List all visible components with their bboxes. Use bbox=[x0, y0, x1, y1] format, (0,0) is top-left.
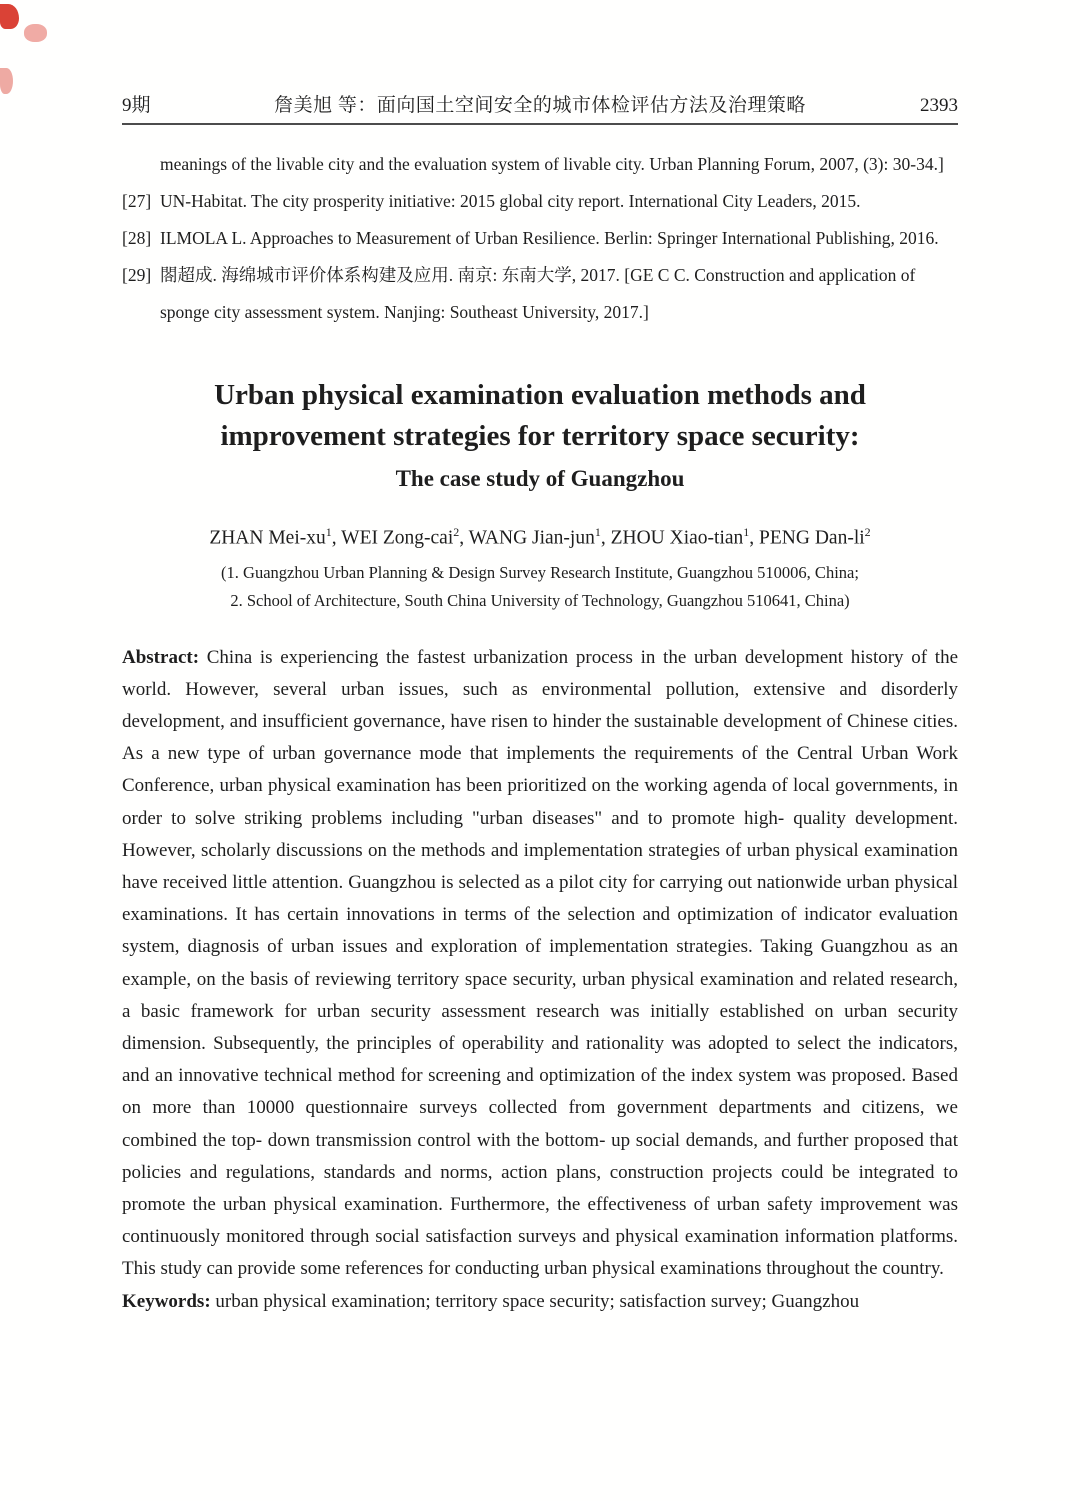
reference-continuation: meanings of the livable city and the evaluation system of livable city. Urban Planning Forum, 2007, (3): 30-34.] bbox=[160, 154, 944, 174]
author-affiliation-sup: 1 bbox=[594, 525, 601, 539]
author-affiliation-sup: 2 bbox=[864, 525, 871, 539]
author-affiliation-sup: 1 bbox=[743, 525, 750, 539]
abstract bbox=[122, 642, 958, 1286]
paper-page bbox=[122, 0, 958, 1318]
running-title: 詹美旭 等：面向国土空间安全的城市体检评估方法及治理策略 bbox=[274, 95, 806, 116]
author-affiliation-sup: 1 bbox=[325, 525, 332, 539]
reference-text: UN-Habitat. The city prosperity initiative: 2015 global city report. International City Leaders, 2015. bbox=[160, 191, 861, 211]
reference-label: [28] bbox=[122, 228, 152, 248]
keywords bbox=[122, 1286, 958, 1318]
red-scan-mark bbox=[0, 4, 19, 29]
reference-text: ILMOLA L. Approaches to Measurement of Urban Resilience. Berlin: Springer International Publishing, 2016. bbox=[160, 228, 939, 248]
affiliation-line2: 2. School of Architecture, South China University of Technology, Guangzhou 510641, China) bbox=[230, 590, 850, 610]
reference-item bbox=[122, 257, 958, 331]
abstract-text: China is experiencing the fastest urbanization process in the urban development history of the world. However, several urban issues, such as environmental pollution, extensive and disorderly development, and insufficient governance, have risen to hinder the sustainable development of Chinese cities. As a new type of urban governance mode that implements the requirements of the Central Urban Work Conference, urban physical examination has been prioritized on the working agenda of local governments, in order to solve striking problems including "urban diseases" and to promote high- quality development. However, scholarly discussions on the methods and implementation strategies of urban physical examination have received little attention. Guangzhou is selected as a pilot city for carrying out nationwide urban physical examinations. It has certain innovations in terms of the selection and optimization of indicator evaluation system, diagnosis of urban issues and exploration of implementation strategies. Taking Guangzhou as an example, on the basis of reviewing territory space security, urban physical examination and related research, a basic framework for urban security assessment research was initially established on urban security dimension. Subsequently, the principles of operability and rationality was adopted to select the indicators, and an innovative technical method for screening and optimization of the index system was proposed. Based on more than 10000 questionnaire surveys collected from government departments and citizens, we combined the top- down transmission control with the bottom- up social demands, and further proposed that policies and regulations, standards and norms, action plans, construction projects could be integrated to promote the urban physical examination. Furthermore, the effectiveness of urban safety improvement was continuously monitored through social satisfaction surveys and physical examination information platforms. This study can provide some references for conducting urban physical examinations throughout the country. bbox=[122, 646, 959, 1280]
reference-list bbox=[122, 146, 958, 331]
affiliations bbox=[122, 559, 958, 615]
authors-line: ZHAN Mei-$xu^1$, WEI Zong-cai$^2$, WANG Jian-jun$^1$, ZHOU Xiao-tian$^1$, PENG Dan-$li^2$ bbox=[209, 525, 871, 549]
reference-label: [29] bbox=[122, 265, 152, 285]
article-title bbox=[122, 375, 958, 457]
reference-label: [27] bbox=[122, 191, 152, 211]
keywords-label: Keywords: bbox=[122, 1290, 211, 1312]
article-subtitle: The case study of Guangzhou bbox=[395, 466, 685, 491]
red-scan-mark bbox=[0, 68, 13, 94]
reference-text: 閤超成. 海绵城市评价体系构建及应用. 南京: 东南大学, 2017. [GE C C. Construction and application of sponge city assessment system. Nanjing: Southeast University, 2017.] bbox=[160, 265, 916, 322]
journal-issue: 9期 bbox=[122, 95, 151, 116]
article-title-line2: improvement strategies for territory space security: bbox=[220, 420, 860, 452]
page-header bbox=[122, 94, 958, 125]
keywords-text: urban physical examination; territory space security; satisfaction survey; Guangzhou bbox=[215, 1290, 860, 1312]
author-affiliation-sup: 2 bbox=[453, 525, 460, 539]
page-number: 2393 bbox=[920, 95, 958, 116]
reference-item bbox=[122, 183, 958, 220]
abstract-label: Abstract: bbox=[122, 646, 200, 668]
reference-item bbox=[122, 220, 958, 257]
red-scan-mark bbox=[24, 24, 47, 42]
affiliation-line1: (1. Guangzhou Urban Planning & Design Survey Research Institute, Guangzhou 510006, China; bbox=[221, 562, 859, 582]
article-title-line1: Urban physical examination evaluation methods and bbox=[214, 379, 866, 411]
